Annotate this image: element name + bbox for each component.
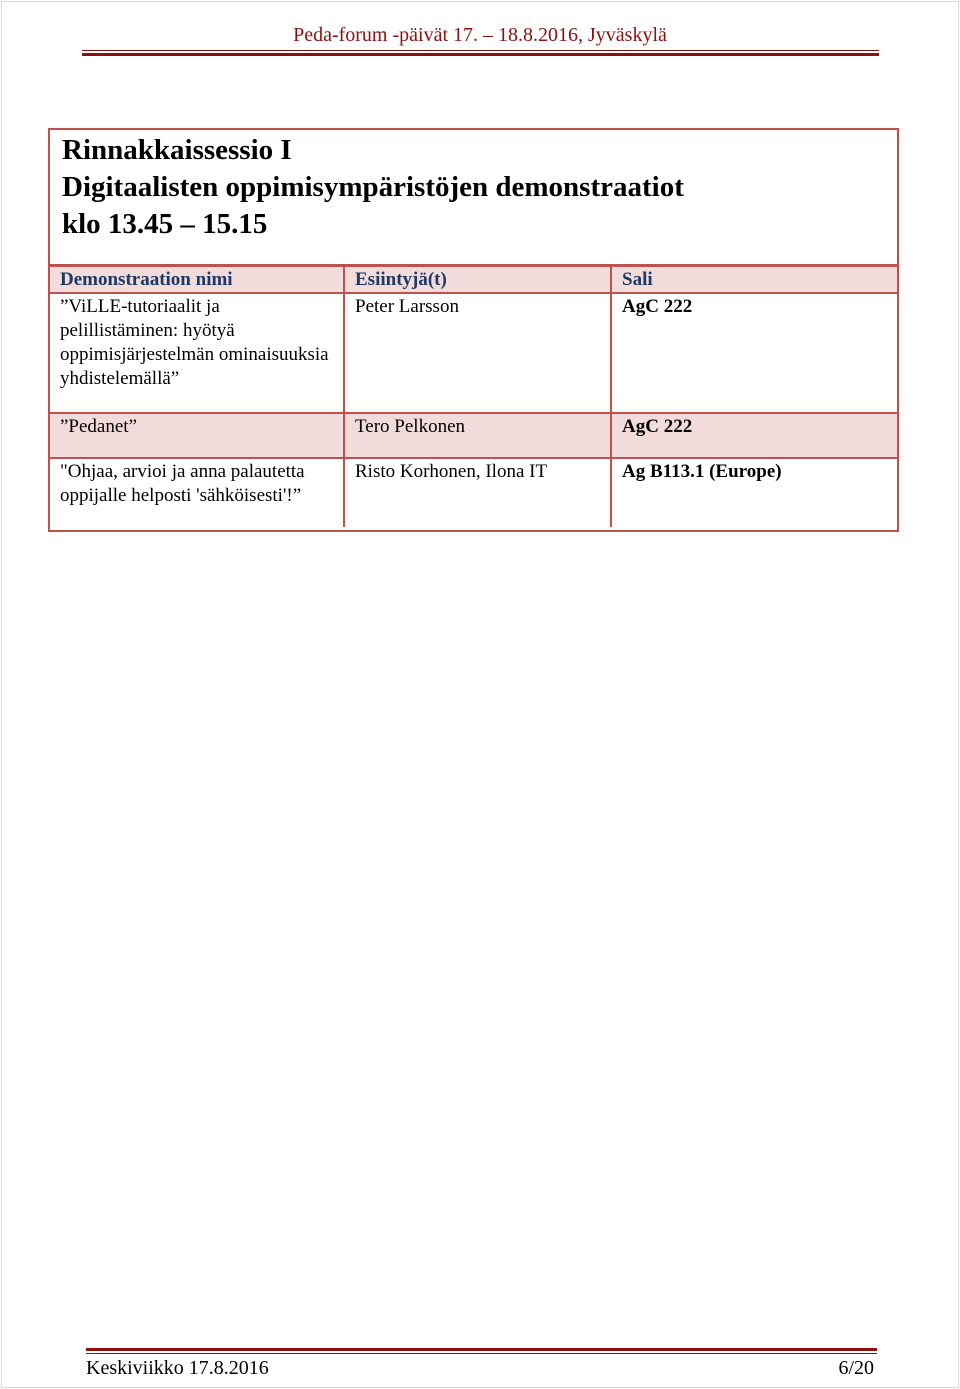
demonstrations-table <box>50 264 897 527</box>
column-header-room: Sali <box>611 266 897 294</box>
session-box <box>48 128 899 532</box>
header-rule-thick <box>82 53 879 56</box>
column-header-presenters: Esiintyjä(t) <box>344 266 611 294</box>
header-rule-thin <box>82 50 879 51</box>
table-row <box>50 413 897 458</box>
table-row <box>50 458 897 527</box>
demo-presenters: Tero Pelkonen <box>344 413 611 458</box>
demo-room: AgC 222 <box>611 293 897 413</box>
table-row <box>50 293 897 413</box>
demo-name: ”Pedanet” <box>50 413 344 458</box>
demo-name: ”ViLLE-tutoriaalit ja pelillistäminen: hyötyä oppimisjärjestelmän ominaisuuksia yhdistelemällä” <box>50 293 344 413</box>
demo-room: AgC 222 <box>611 413 897 458</box>
table-header-row <box>50 266 897 294</box>
demo-name: "Ohjaa, arvioi ja anna palautetta oppijalle helposti 'sähköisesti'!” <box>50 458 344 527</box>
demo-presenters: Peter Larsson <box>344 293 611 413</box>
column-header-name: Demonstraation nimi <box>50 266 344 294</box>
footer-rule-thick <box>86 1348 877 1351</box>
footer-date: Keskiviikko 17.8.2016 <box>86 1357 269 1379</box>
session-title <box>62 132 684 243</box>
running-header: Peda-forum -päivät 17. – 18.8.2016, Jyväskylä <box>293 24 667 46</box>
footer-rule-thin <box>86 1353 877 1354</box>
session-title-line: klo 13.45 – 15.15 <box>62 208 268 240</box>
footer-page-number: 6/20 <box>838 1357 874 1379</box>
session-title-line: Rinnakkaissessio I <box>62 134 292 166</box>
session-title-line: Digitaalisten oppimisympäristöjen demonstraatiot <box>62 171 684 203</box>
demo-room: Ag B113.1 (Europe) <box>611 458 897 527</box>
demo-presenters: Risto Korhonen, Ilona IT <box>344 458 611 527</box>
